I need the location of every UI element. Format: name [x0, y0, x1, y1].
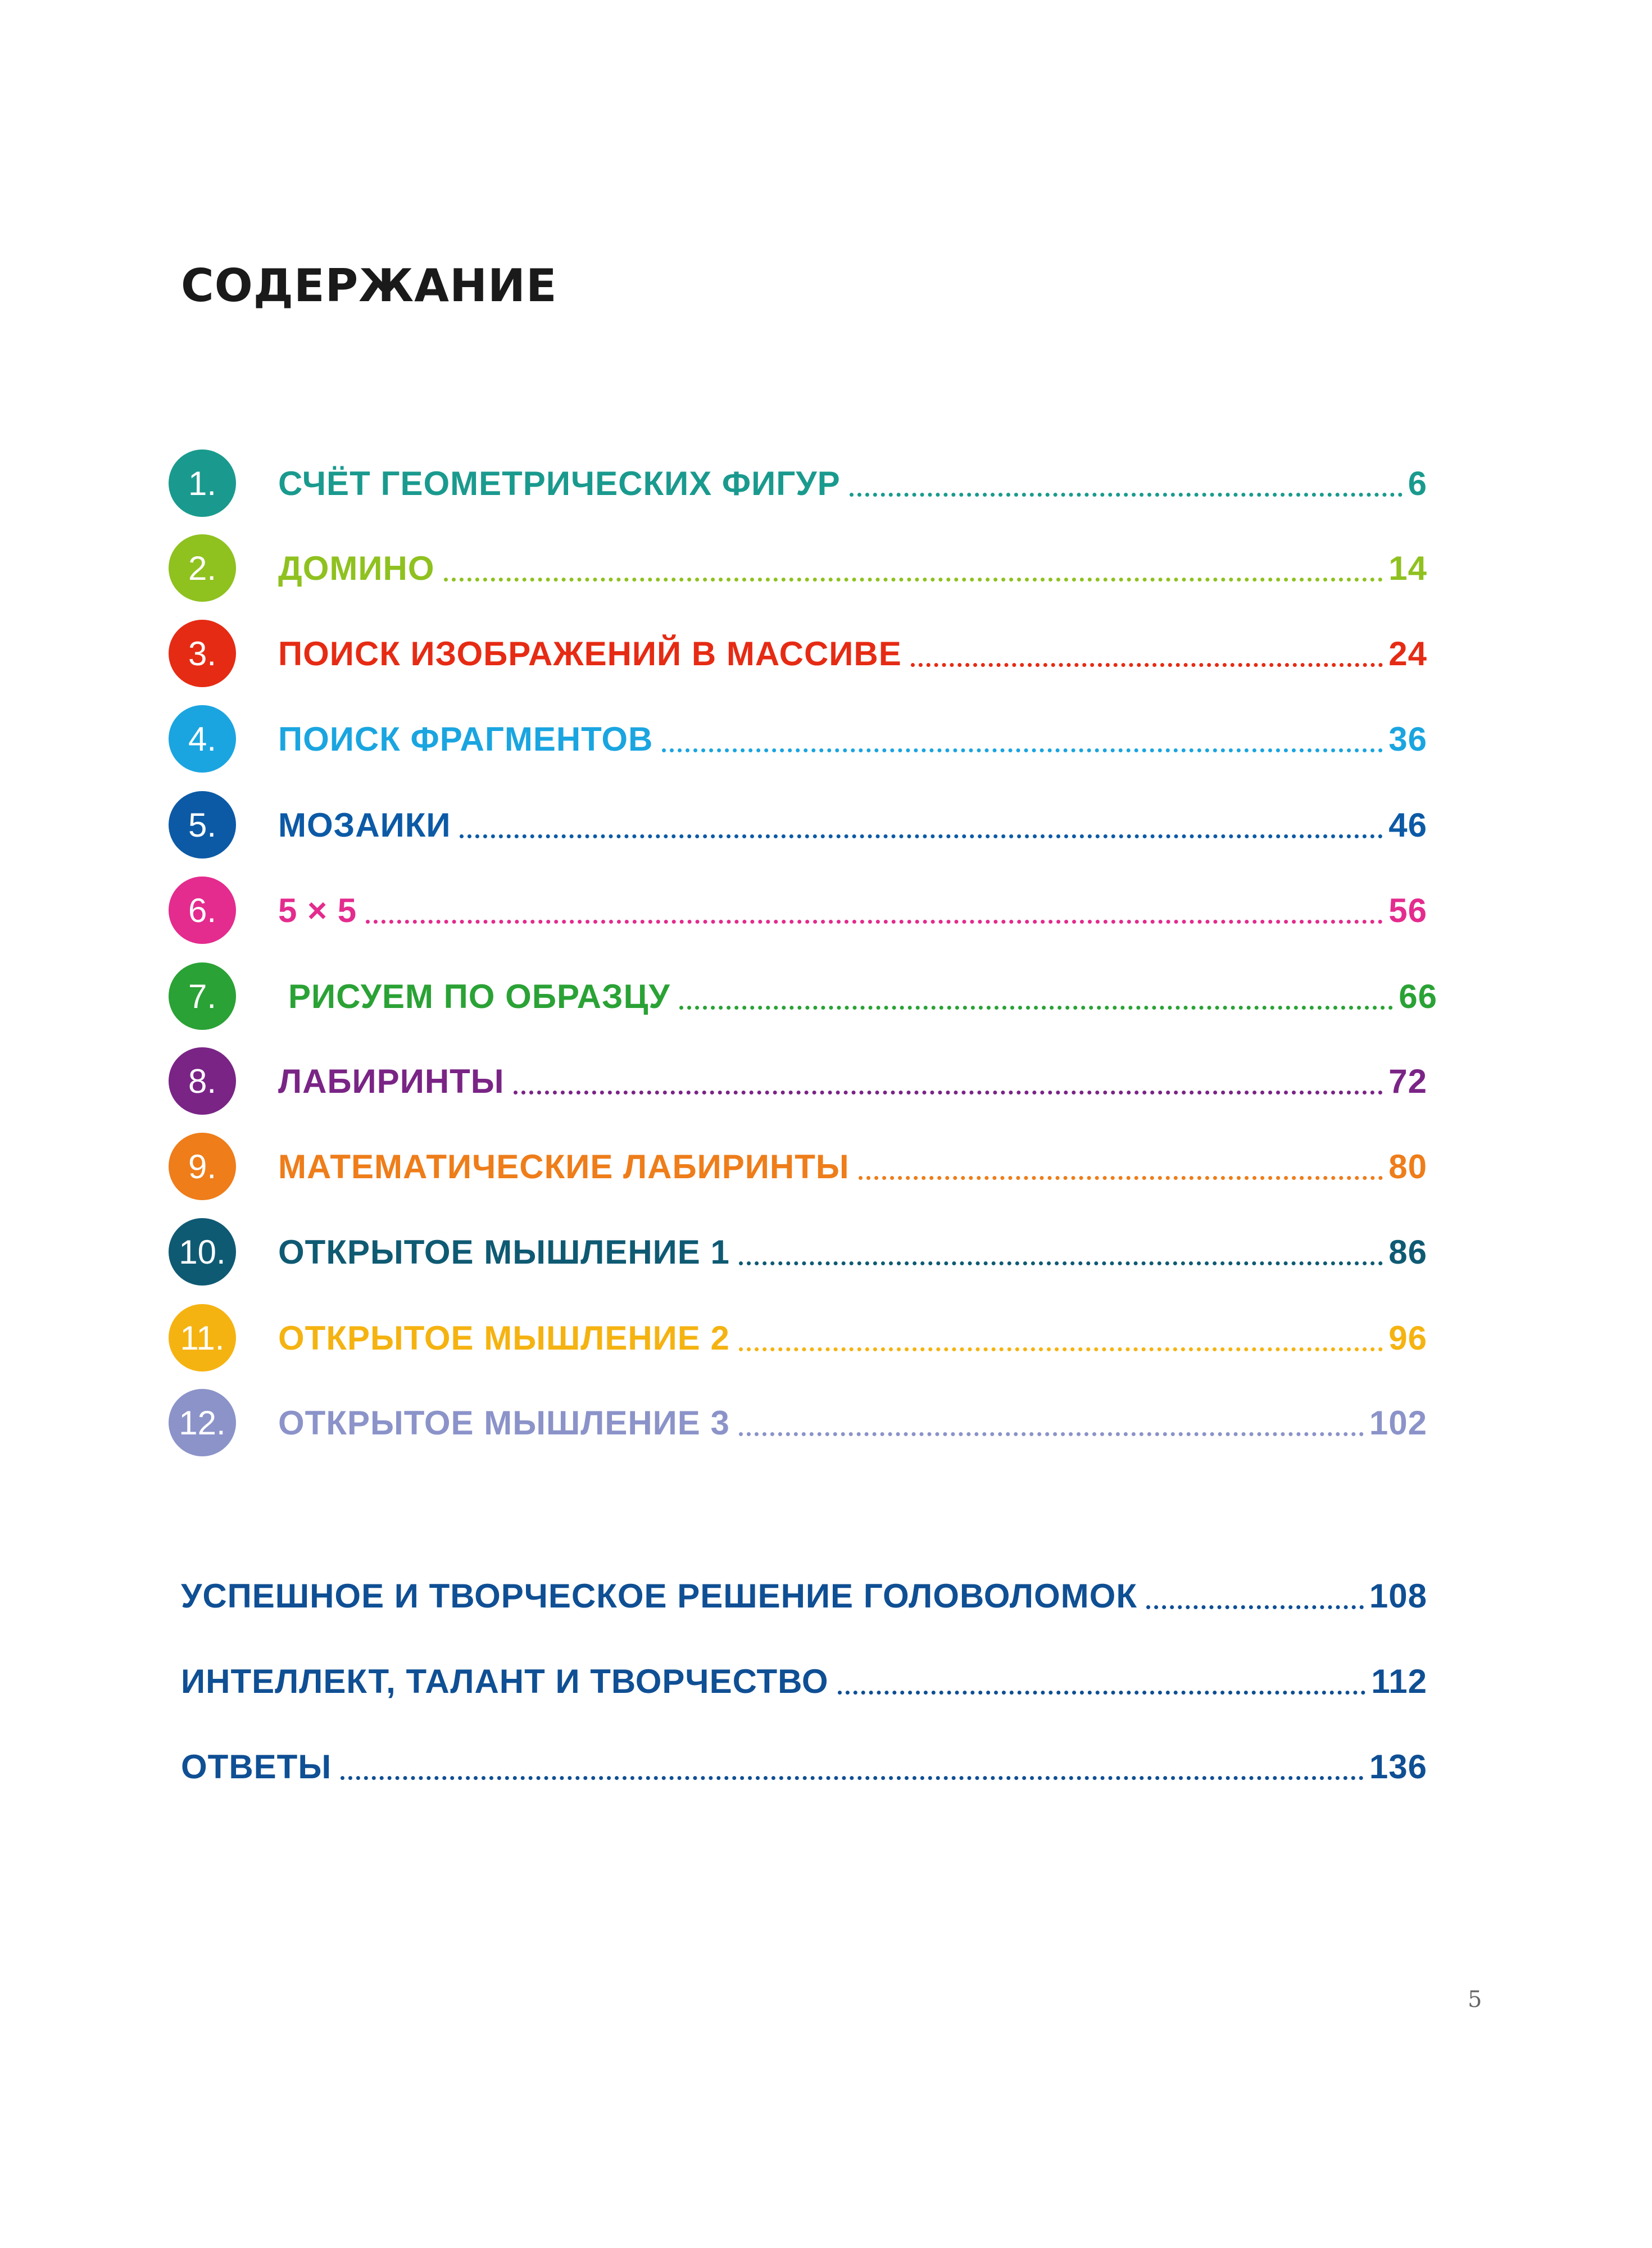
chapter-page: 80 [1388, 1147, 1427, 1186]
chapter-page: 36 [1388, 720, 1427, 758]
toc-entry [278, 791, 1427, 859]
chapter-number-badge: 12. [169, 1389, 236, 1456]
chapter-page: 46 [1388, 806, 1427, 844]
dot-leader [366, 920, 1383, 924]
chapter-page: 66 [1399, 977, 1437, 1015]
chapter-title: ЛАБИРИНТЫ [278, 1062, 505, 1100]
extra-title: ИНТЕЛЛЕКТ, ТАЛАНТ И ТВОРЧЕСТВО [181, 1662, 829, 1700]
toc-row-6[interactable] [169, 877, 1427, 944]
dot-leader [739, 1261, 1383, 1265]
chapter-number-badge: 7. [169, 962, 236, 1030]
dot-leader [911, 663, 1383, 667]
chapter-title: СЧЁТ ГЕОМЕТРИЧЕСКИХ ФИГУР [278, 464, 841, 502]
toc-entry [278, 534, 1427, 602]
chapter-title: ПОИСК ИЗОБРАЖЕНИЙ В МАССИВЕ [278, 634, 902, 673]
chapter-page: 56 [1388, 891, 1427, 929]
chapter-title: МОЗАИКИ [278, 806, 451, 844]
chapter-title: МАТЕМАТИЧЕСКИЕ ЛАБИРИНТЫ [278, 1147, 850, 1186]
toc-row-8[interactable] [169, 1047, 1427, 1115]
toc-row-9[interactable] [169, 1133, 1427, 1200]
toc-extra-row-2[interactable] [181, 1647, 1427, 1715]
chapter-number-badge: 2. [169, 534, 236, 602]
chapter-number-badge: 1. [169, 449, 236, 517]
toc-row-7[interactable] [169, 962, 1437, 1030]
chapter-number-badge: 6. [169, 877, 236, 944]
toc-row-12[interactable] [169, 1389, 1427, 1456]
chapter-title: ОТКРЫТОЕ МЫШЛЕНИЕ 2 [278, 1319, 730, 1357]
chapter-number-badge: 5. [169, 791, 236, 859]
chapter-title: ПОИСК ФРАГМЕНТОВ [278, 720, 653, 758]
chapter-number-badge: 8. [169, 1047, 236, 1115]
extra-page: 112 [1371, 1662, 1427, 1700]
dot-leader [850, 493, 1403, 497]
dot-leader [859, 1176, 1383, 1180]
chapter-title: РИСУЕМ ПО ОБРАЗЦУ [288, 977, 670, 1015]
chapter-page: 14 [1388, 549, 1427, 587]
toc-entry [278, 1133, 1427, 1200]
chapter-title: ОТКРЫТОЕ МЫШЛЕНИЕ 1 [278, 1233, 730, 1271]
chapter-number-badge: 3. [169, 620, 236, 687]
chapter-number-badge: 9. [169, 1133, 236, 1200]
chapter-number-badge: 4. [169, 705, 236, 773]
chapter-page: 24 [1388, 634, 1427, 673]
chapter-page: 6 [1408, 464, 1427, 502]
dot-leader [838, 1691, 1366, 1695]
chapter-title: ОТКРЫТОЕ МЫШЛЕНИЕ 3 [278, 1404, 730, 1442]
toc-row-2[interactable] [169, 534, 1427, 602]
toc-row-10[interactable] [169, 1218, 1427, 1286]
toc-entry [278, 620, 1427, 687]
chapter-page: 102 [1369, 1404, 1427, 1442]
toc-entry [278, 1218, 1427, 1286]
chapter-title: ДОМИНО [278, 549, 435, 587]
toc-extra-row-1[interactable] [181, 1562, 1427, 1629]
dot-leader [460, 834, 1383, 838]
page-title: СОДЕРЖАНИЕ [181, 260, 557, 312]
dot-leader [679, 1006, 1393, 1010]
extra-page: 136 [1369, 1747, 1427, 1786]
dot-leader [739, 1347, 1383, 1351]
toc-entry [278, 449, 1427, 517]
toc-entry [278, 705, 1427, 773]
toc-row-5[interactable] [169, 791, 1427, 859]
dot-leader [514, 1091, 1383, 1095]
page-number: 5 [1468, 1987, 1482, 2013]
dot-leader [739, 1432, 1364, 1436]
dot-leader [444, 578, 1383, 582]
toc-entry [278, 1389, 1427, 1456]
chapter-page: 86 [1388, 1233, 1427, 1271]
dot-leader [341, 1776, 1364, 1780]
toc-entry [278, 1304, 1427, 1371]
toc-entry [278, 877, 1427, 944]
toc-extra-row-3[interactable] [181, 1733, 1427, 1800]
toc-entry [278, 1047, 1427, 1115]
toc-row-1[interactable] [169, 449, 1427, 517]
chapter-page: 96 [1388, 1319, 1427, 1357]
toc-row-4[interactable] [169, 705, 1427, 773]
dot-leader [662, 748, 1383, 752]
dot-leader [1146, 1605, 1364, 1609]
chapter-page: 72 [1388, 1062, 1427, 1100]
toc-entry [278, 962, 1437, 1030]
extra-title: УСПЕШНОЕ И ТВОРЧЕСКОЕ РЕШЕНИЕ ГОЛОВОЛОМОК [181, 1577, 1137, 1615]
chapter-number-badge: 10. [169, 1218, 236, 1286]
chapter-title: 5 × 5 [278, 891, 357, 929]
extra-title: ОТВЕТЫ [181, 1747, 332, 1786]
extra-page: 108 [1369, 1577, 1427, 1615]
chapter-number-badge: 11. [169, 1304, 236, 1371]
toc-row-11[interactable] [169, 1304, 1427, 1371]
toc-row-3[interactable] [169, 620, 1427, 687]
